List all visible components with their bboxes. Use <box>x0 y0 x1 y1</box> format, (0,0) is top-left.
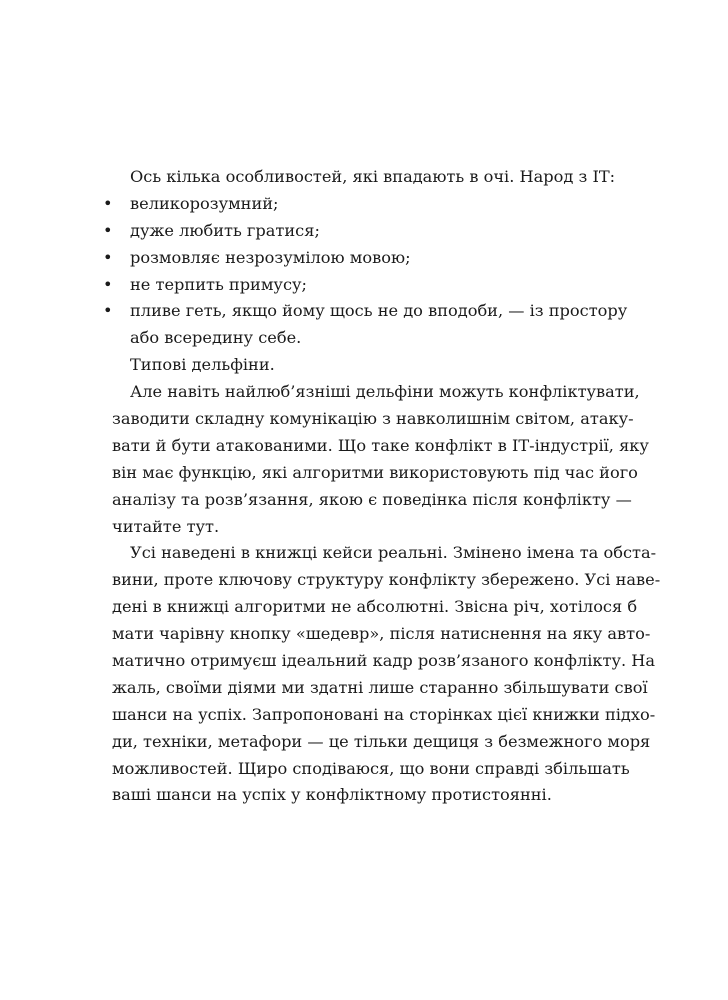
paragraph-line: жаль, своїми діями ми здатні лише старанно збільшувати свої <box>112 677 648 697</box>
paragraph-line: аналізу та розв’язання, якою є поведінка після конфлікту — <box>112 489 632 509</box>
bullet-marker: • <box>103 247 113 267</box>
paragraph-line: читайте тут. <box>112 516 220 536</box>
paragraph-line: ваші шанси на успіх у конфліктному протистоянні. <box>112 785 552 805</box>
paragraph-line: Але навіть найлюб’язніші дельфіни можуть конфліктувати, <box>130 382 640 402</box>
paragraph-line: матично отримуєш ідеальний кадр розв’язаного конфлікту. На <box>112 651 656 671</box>
paragraph-line: заводити складну комунікацію з навколишнім світом, атаку- <box>112 409 634 429</box>
paragraph-line: можливостей. Щиро сподіваюся, що вони справді збільшать <box>112 758 630 778</box>
bullet-marker: • <box>103 274 113 294</box>
bullet-marker: • <box>103 220 113 240</box>
bullet-continuation: або всередину себе. <box>130 328 302 348</box>
paragraph-line: він має функцію, які алгоритми використовують під час його <box>112 462 638 482</box>
paragraph-2 <box>112 540 661 809</box>
paragraph-line: мати чарівну кнопку «шедевр», після натиснення на яку авто- <box>112 624 651 644</box>
paragraph-line: дені в книжці алгоритми не абсолютні. Звісна річ, хотілося б <box>112 597 638 617</box>
bullet-marker: • <box>103 301 113 321</box>
bullet-item <box>103 298 628 325</box>
paragraph-line: шанси на успіх. Запропоновані на сторінках цієї книжки підхо- <box>112 704 656 724</box>
bullet-item <box>103 191 626 218</box>
bullet-text: пливе геть, якщо йому щось не до вподоби, — із простору <box>130 301 628 321</box>
bullet-item <box>103 218 626 245</box>
paragraph-line: ди, техніки, метафори — це тільки дещиця з безмежного моря <box>112 731 651 751</box>
paragraph-line: вини, проте ключову структуру конфлікту збережено. Усі наве- <box>112 570 661 590</box>
dolphins-line: Типові дельфіни. <box>130 355 275 375</box>
page-text <box>103 164 661 809</box>
bullet-text: великорозумний; <box>130 193 279 213</box>
intro-line: Ось кілька особливостей, які впадають в очі. Народ з ІТ: <box>130 167 616 186</box>
bullet-marker: • <box>103 193 113 213</box>
paragraph-1 <box>112 379 649 540</box>
paragraph-line: вати й бути атакованими. Що таке конфлікт в ІТ-індустрії, яку <box>112 435 649 455</box>
bullet-text: розмовляє незрозумілою мовою; <box>130 247 411 267</box>
bullet-item <box>103 272 626 299</box>
bullet-text: дуже любить гратися; <box>130 220 320 240</box>
paragraph-line: Усі наведені в книжці кейси реальні. Змінено імена та обста- <box>130 543 657 563</box>
bullet-item <box>103 245 626 272</box>
bullet-text: не терпить примусу; <box>130 274 308 294</box>
